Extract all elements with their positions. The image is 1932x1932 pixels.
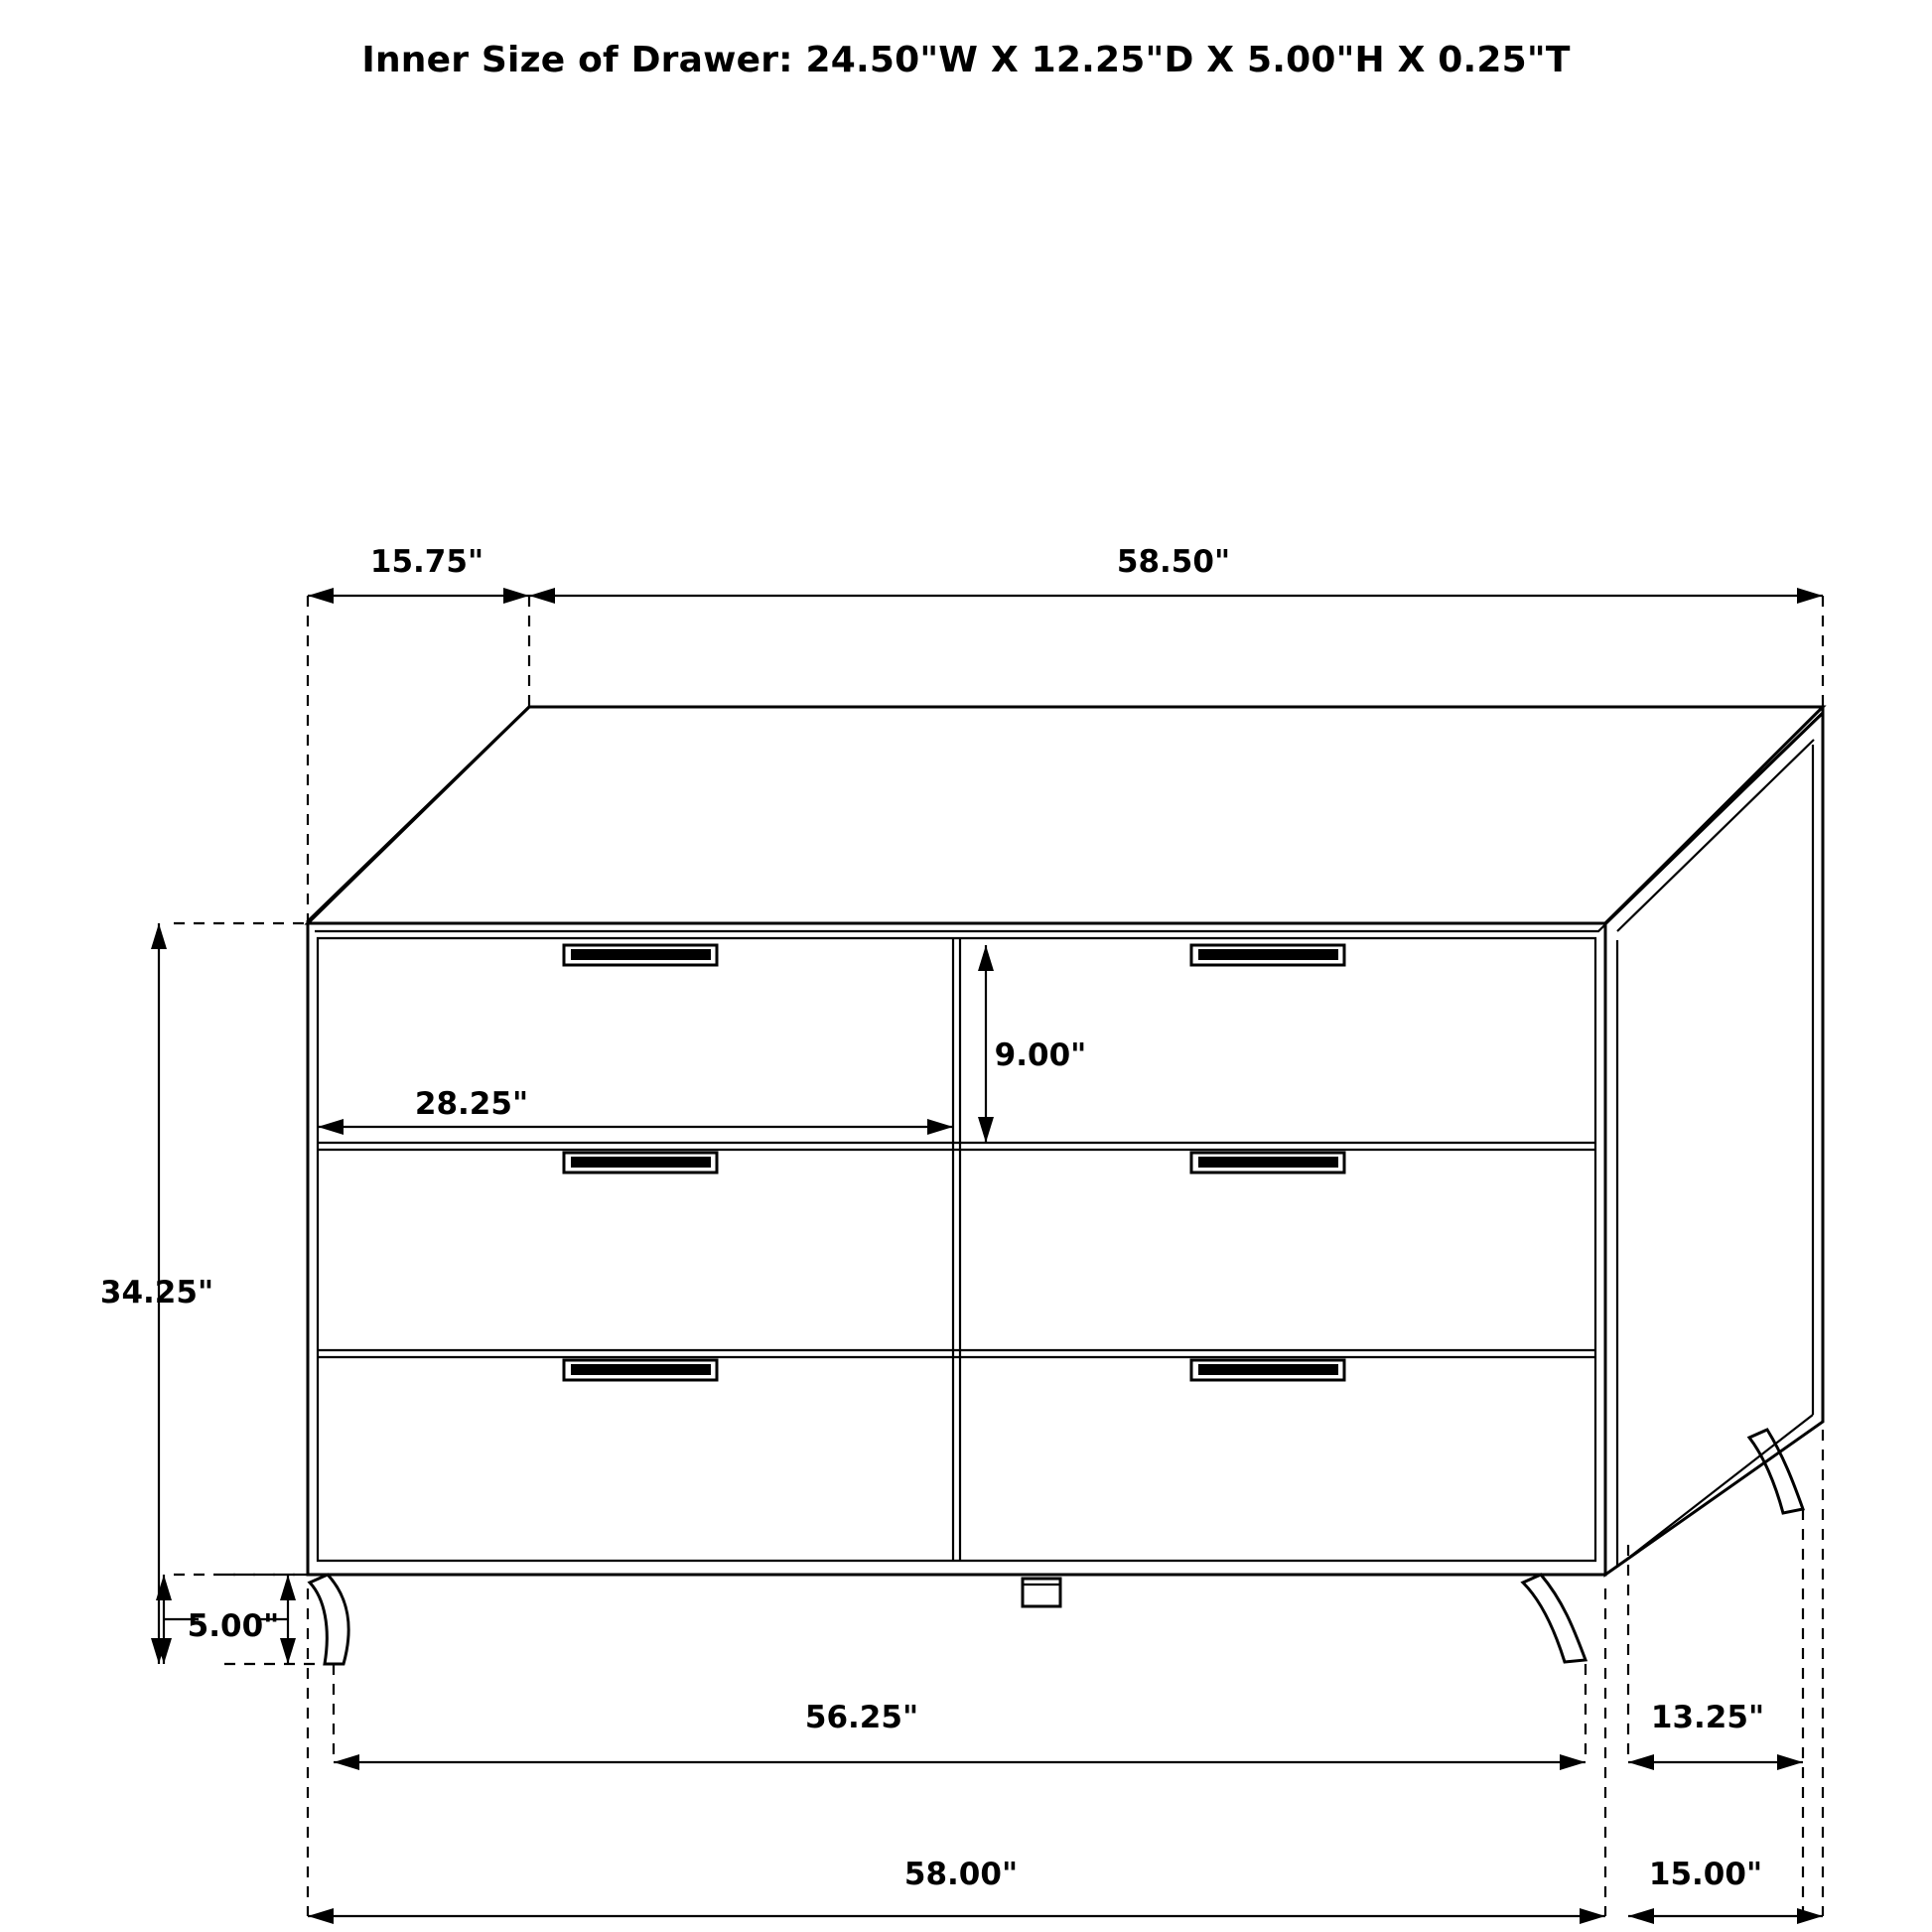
drawer-pull[interactable] (564, 1360, 717, 1380)
drawer-pull[interactable] (1191, 1360, 1344, 1380)
dimension-label-drawer-width: 28.25" (414, 1086, 529, 1122)
drawer-grid (318, 938, 1595, 1561)
drawer-pull[interactable] (1191, 1153, 1344, 1173)
dimension-label-overall-width: 58.00" (903, 1857, 1019, 1892)
page-title: Inner Size of Drawer: 24.50"W X 12.25"D X 5.00"H X 0.25"T (361, 40, 1571, 80)
dimension-label-width-top: 58.50" (1116, 544, 1231, 580)
legs (310, 1430, 1803, 1664)
dimension-label-cabinet-height: 34.25" (99, 1275, 214, 1311)
dimension-label-drawer-height: 9.00" (994, 1037, 1087, 1073)
dimension-label-overall-depth: 15.00" (1648, 1857, 1763, 1892)
dimension-label-base-depth: 13.25" (1650, 1700, 1765, 1735)
dimension-label-depth-top-left: 15.75" (369, 544, 484, 580)
top-dimension-group (308, 588, 1823, 923)
dimension-label-base-front-width: 56.25" (804, 1700, 919, 1735)
drawer-pull[interactable] (1191, 945, 1344, 965)
dimension-label-leg-height: 5.00" (187, 1608, 280, 1644)
drawer-pull[interactable] (564, 1153, 717, 1173)
drawer-pull[interactable] (564, 945, 717, 965)
